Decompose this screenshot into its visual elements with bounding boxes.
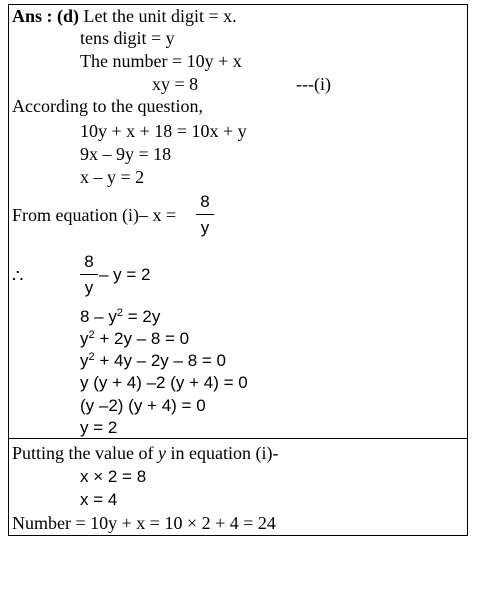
- fraction-8-over-y-2: 8 y: [80, 252, 98, 298]
- line-3: The number = 10y + x: [80, 51, 242, 71]
- line-19: x = 4: [80, 490, 118, 509]
- line-2: tens digit = y: [80, 28, 175, 48]
- line-9: From equation (i)– x =: [12, 205, 177, 225]
- line-11: $8 - y^2 = 2y$: [80, 307, 161, 326]
- line-5: According to the question,: [12, 96, 203, 116]
- line-16: y = 2: [80, 418, 118, 437]
- line-12: $y^2 + 2y - 8 = 0$: [80, 329, 190, 348]
- line-6: 10y + x + 18 = 10x + y: [80, 121, 247, 141]
- answer-label: Ans : (d): [12, 6, 80, 26]
- line-13: $y^2 + 4y - 2y - 8 = 0$: [80, 351, 226, 370]
- line-17: Putting the value of y in equation (i)-: [12, 443, 279, 463]
- line-10: – y = 2: [99, 265, 151, 284]
- fraction-8-over-y-1: 8 y: [196, 192, 214, 238]
- line-8: x – y = 2: [80, 167, 145, 187]
- line-1: Ans : (d) Let the unit digit = x.: [12, 6, 237, 26]
- line-15: (y –2) (y + 4) = 0: [80, 396, 206, 415]
- line-14: y (y + 4) –2 (y + 4) = 0: [80, 373, 248, 392]
- line-7: 9x – 9y = 18: [80, 144, 172, 164]
- line-20: Number = 10y + x = 10 × 2 + 4 = 24: [12, 513, 276, 533]
- line-18: x × 2 = 8: [80, 467, 147, 486]
- equation-ref-i: ---(i): [296, 74, 331, 94]
- therefore-symbol: ∴: [12, 266, 24, 286]
- line-4: xy = 8: [152, 74, 199, 94]
